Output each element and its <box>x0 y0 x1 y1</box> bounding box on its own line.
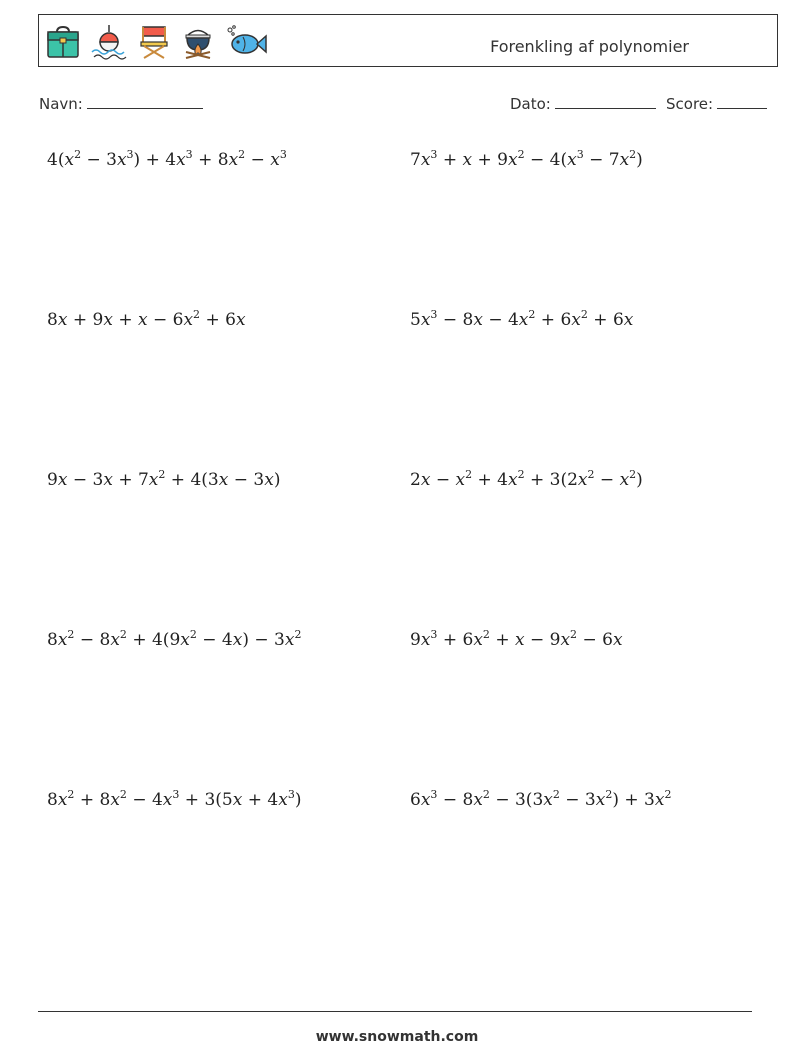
problem-7: $8x^2 - 8x^2 + 4(9x^2 - 4x) - 3x^2$ <box>47 628 302 650</box>
date-blank[interactable] <box>555 94 656 109</box>
footer-divider <box>38 1011 752 1012</box>
problem-8: $9x^3 + 6x^2 + x - 9x^2 - 6x$ <box>410 628 623 650</box>
date-field[interactable] <box>510 94 656 113</box>
page-title: Forenkling af polynomier <box>490 37 689 56</box>
name-field[interactable] <box>39 94 203 113</box>
camping-chair-icon <box>137 24 171 60</box>
worksheet-header <box>38 14 778 67</box>
score-label: Score: <box>666 95 714 113</box>
fish-icon <box>225 24 267 60</box>
problem-4: $5x^3 - 8x - 4x^2 + 6x^2 + 6x$ <box>410 308 634 330</box>
problem-1: $4(x^2 - 3x^3) + 4x^3 + 8x^2 - x^3$ <box>47 148 287 170</box>
score-blank[interactable] <box>717 94 767 109</box>
campfire-pot-icon <box>180 24 216 60</box>
header-icons <box>45 23 267 61</box>
name-blank[interactable] <box>87 94 203 109</box>
problem-3: $8x + 9x + x - 6x^2 + 6x$ <box>47 308 246 330</box>
problem-6: $2x - x^2 + 4x^2 + 3(2x^2 - x^2)$ <box>410 468 643 490</box>
problem-2: $7x^3 + x + 9x^2 - 4(x^3 - 7x^2)$ <box>410 148 643 170</box>
problem-10: $6x^3 - 8x^2 - 3(3x^2 - 3x^2) + 3x^2$ <box>410 788 672 810</box>
fishing-bobber-icon <box>90 24 128 60</box>
problem-5: $9x - 3x + 7x^2 + 4(3x - 3x)$ <box>47 468 281 490</box>
date-label: Dato: <box>510 95 551 113</box>
name-label: Navn: <box>39 95 83 113</box>
problem-9: $8x^2 + 8x^2 - 4x^3 + 3(5x + 4x^3)$ <box>47 788 302 810</box>
score-field[interactable] <box>666 94 767 113</box>
footer-url: www.snowmath.com <box>315 1029 479 1045</box>
tackle-box-icon <box>45 24 81 60</box>
